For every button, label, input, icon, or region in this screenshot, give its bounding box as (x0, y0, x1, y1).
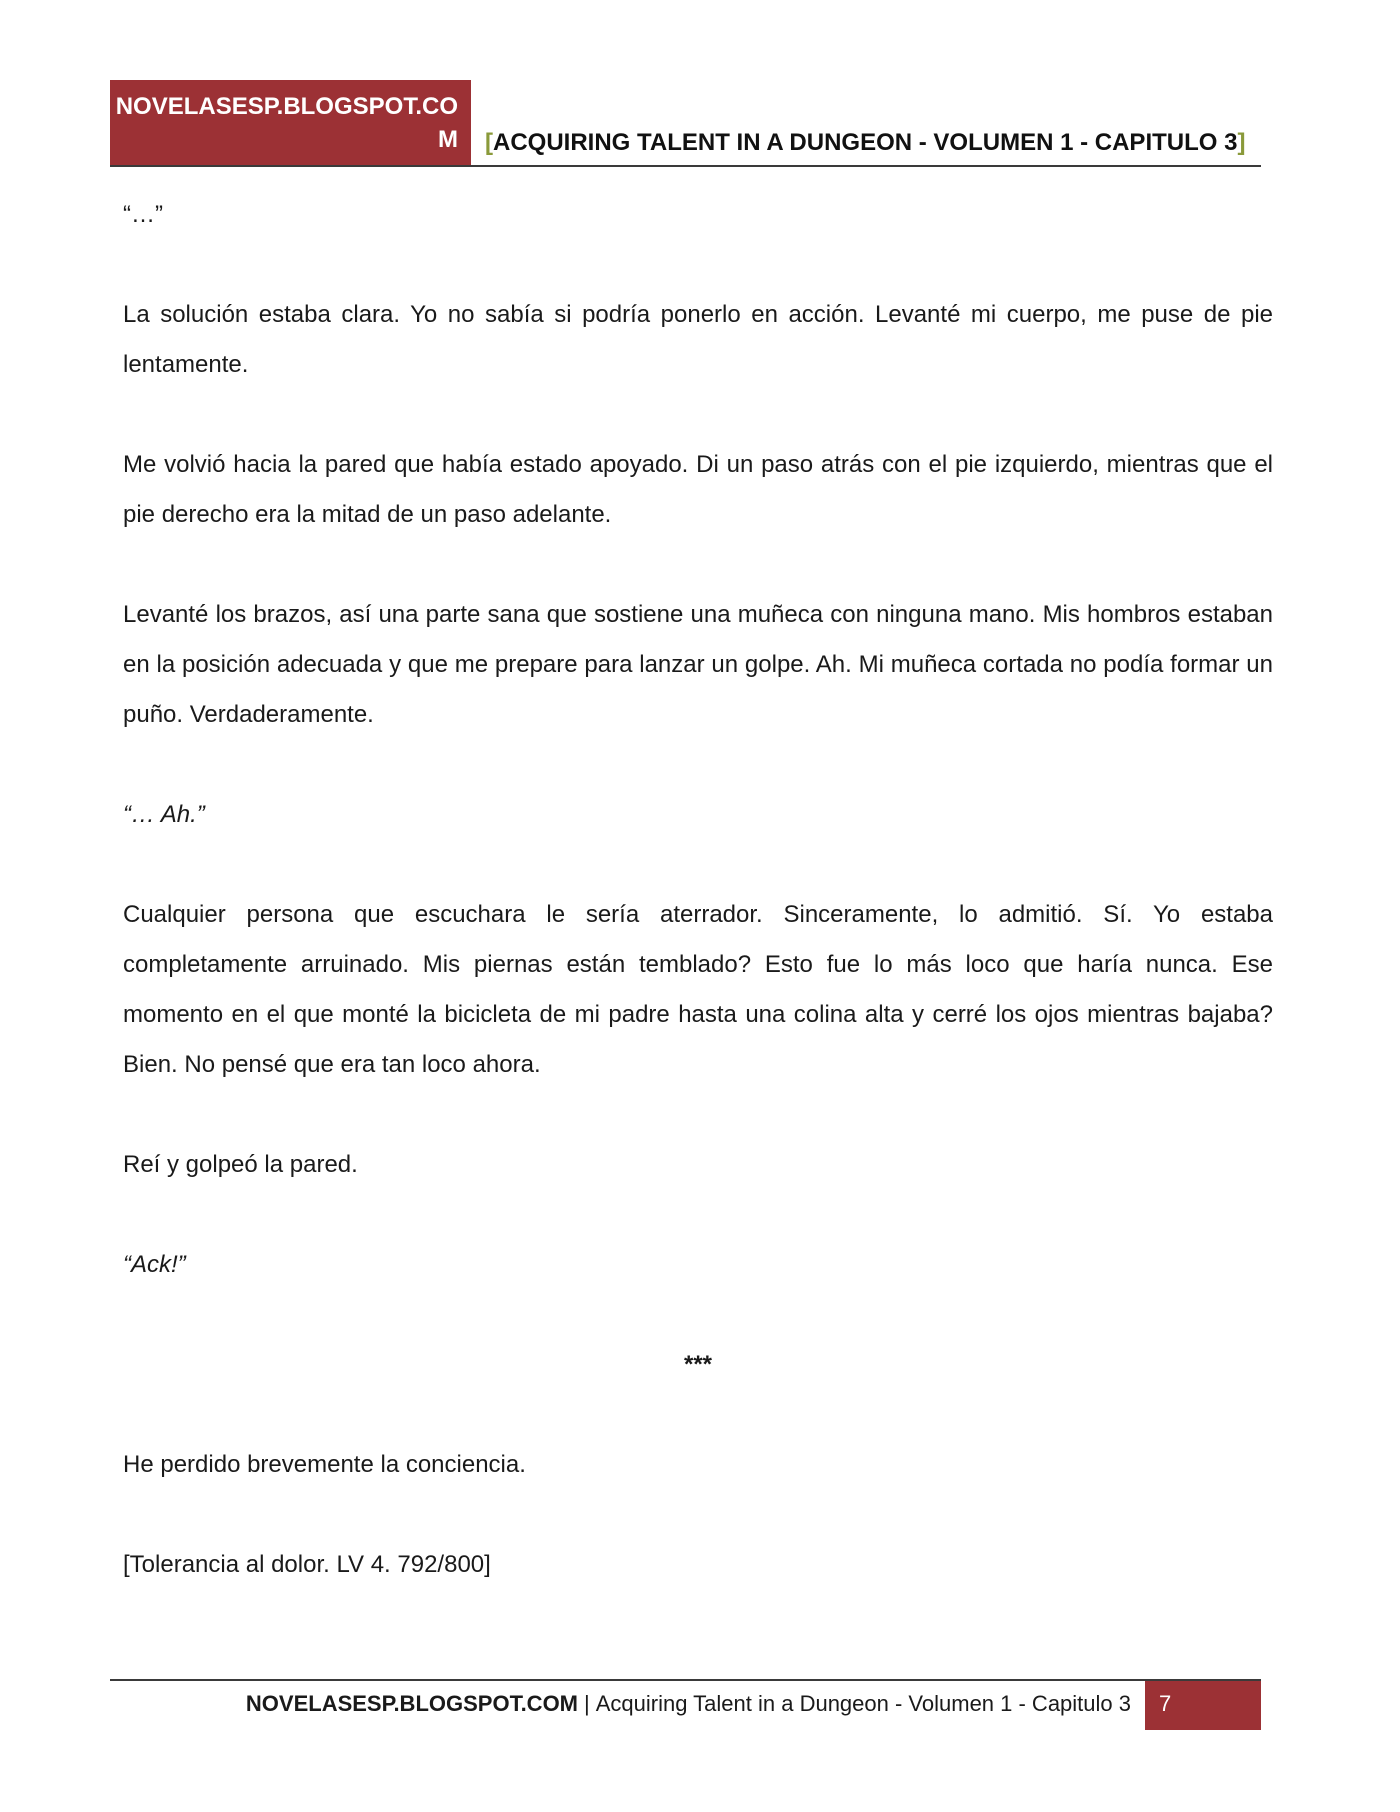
paragraph: Me volvió hacia la pared que había estado apoyado. Di un paso atrás con el pie izquierdo, mientras que el pie derecho era la mitad de un paso adelante. (123, 451, 1273, 528)
header-title (485, 129, 1245, 157)
footer-site-name: NOVELASESP.BLOGSPOT.COM (245, 1691, 579, 1716)
header-title-text: ACQUIRING TALENT IN A DUNGEON - VOLUMEN 1 - CAPITULO 3 (493, 129, 1238, 156)
page-number: 7 (1145, 1681, 1261, 1730)
paragraph: Reí y golpeó la pared. (123, 1151, 358, 1178)
document-body (123, 190, 1273, 1640)
paragraph-status-window: [Tolerancia al dolor. LV 4. 792/800] (123, 1551, 491, 1578)
page-header (110, 80, 1261, 167)
paragraph: La solución estaba clara. Yo no sabía si podría ponerlo en acción. Levanté mi cuerpo, me puse de pie lentamente. (123, 301, 1273, 378)
header-bracket-close: ] (1237, 129, 1246, 156)
paragraph: Levanté los brazos, así una parte sana que sostiene una muñeca con ninguna mano. Mis hombros estaban en la posición adecuada y que me prepare para lanzar un golpe. Ah. Mi muñeca cortada no podía formar un puño. Verdaderamente. (123, 601, 1273, 728)
paragraph: He perdido brevemente la conciencia. (123, 1451, 526, 1478)
paragraph: Cualquier persona que escuchara le sería aterrador. Sinceramente, lo admitió. Sí. Yo estaba completamente arruinado. Mis piernas están temblado? Esto fue lo más loco que haría nunca. Ese momento en el que monté la bicicleta de mi padre hasta una colina alta y cerré los ojos mientras bajaba? Bien. No pensé que era tan loco ahora. (123, 901, 1273, 1078)
header-site-name: NOVELASESP.BLOGSPOT.COM (110, 80, 471, 165)
scene-break: *** (683, 1351, 713, 1378)
paragraph-dialogue-ah: “… Ah.” (123, 801, 205, 828)
page-footer (110, 1679, 1261, 1731)
paragraph-dialogue-ack: “Ack!” (123, 1251, 186, 1278)
footer-title: Acquiring Talent in a Dungeon - Volumen 1 - Capitulo 3 (595, 1691, 1131, 1716)
footer-text (246, 1691, 1131, 1717)
paragraph-dialogue-ellipsis: “…” (123, 201, 163, 228)
footer-separator: | (584, 1691, 590, 1716)
header-bracket-open: [ (485, 129, 493, 156)
